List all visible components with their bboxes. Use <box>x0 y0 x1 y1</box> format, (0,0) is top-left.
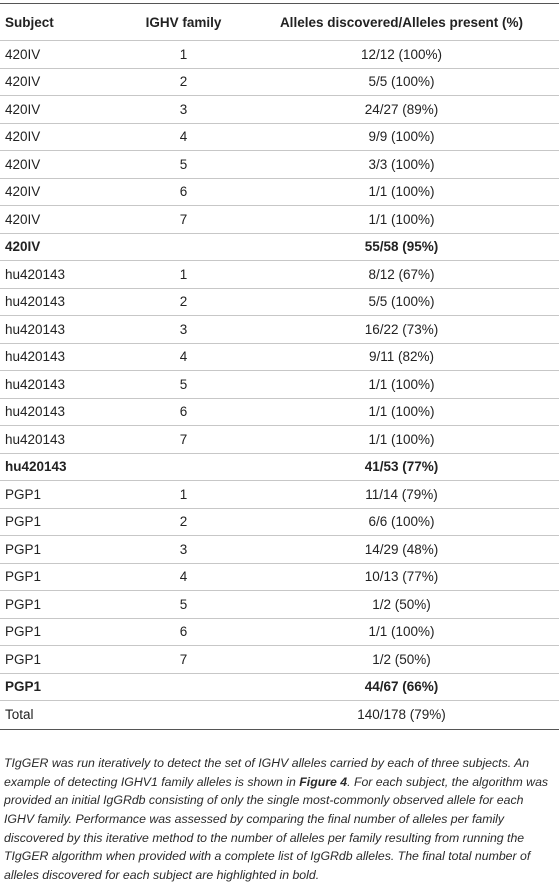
family-cell: 5 <box>123 151 244 179</box>
alleles-cell: 11/14 (79%) <box>244 481 559 509</box>
family-cell: 1 <box>123 261 244 289</box>
alleles-cell: 24/27 (89%) <box>244 96 559 124</box>
subject-cell: PGP1 <box>0 591 123 619</box>
caption-text-1: TIgGER was run iteratively to detect the set of IGHV alleles carried by each of three subjects. An example of detecting IGHV1 family alleles is shown in <box>4 756 530 789</box>
subject-cell: hu420143 <box>0 316 123 344</box>
bottom-rule <box>0 729 559 730</box>
family-cell: 2 <box>123 508 244 536</box>
alleles-cell: 1/1 (100%) <box>244 618 559 646</box>
family-cell: 3 <box>123 316 244 344</box>
alleles-cell: 5/5 (100%) <box>244 68 559 96</box>
family-cell <box>123 233 244 261</box>
alleles-cell: 1/1 (100%) <box>244 371 559 399</box>
table-row <box>0 536 559 564</box>
alleles-cell: 1/1 (100%) <box>244 206 559 234</box>
alleles-cell: 3/3 (100%) <box>244 151 559 179</box>
family-cell: 2 <box>123 288 244 316</box>
family-cell: 4 <box>123 123 244 151</box>
subject-cell: PGP1 <box>0 563 123 591</box>
subject-cell: 420IV <box>0 233 123 261</box>
table-caption <box>4 754 556 884</box>
subject-cell: hu420143 <box>0 426 123 454</box>
alleles-cell: 9/11 (82%) <box>244 343 559 371</box>
family-cell: 4 <box>123 343 244 371</box>
table-row <box>0 178 559 206</box>
table-row <box>0 206 559 234</box>
subject-cell: hu420143 <box>0 398 123 426</box>
table-row <box>0 123 559 151</box>
family-cell: 1 <box>123 481 244 509</box>
subject-cell: hu420143 <box>0 288 123 316</box>
table-row <box>0 426 559 454</box>
caption-text-2: . For each subject, the algorithm was provided an initial IgGRdb consisting of only the single most-commonly observed allele for each IGHV family. Performance was assessed by comparing the final number of alleles per family discovered by this iterative method to the number of alleles per family resulting from running the TIgGER algorithm when provided with a complete list of IgGRdb alleles. The final total number of alleles discovered for each subject are highlighted in bold. <box>4 774 549 882</box>
table-row <box>0 398 559 426</box>
subject-cell: hu420143 <box>0 343 123 371</box>
alleles-cell: 14/29 (48%) <box>244 536 559 564</box>
table-row <box>0 371 559 399</box>
alleles-cell: 44/67 (66%) <box>244 673 559 701</box>
table-row <box>0 41 559 69</box>
table-row <box>0 96 559 124</box>
header-ighv-family: IGHV family <box>145 14 222 30</box>
table-row <box>0 563 559 591</box>
header-alleles: Alleles discovered/Alleles present (%) <box>279 14 524 30</box>
subject-cell: PGP1 <box>0 673 123 701</box>
family-cell: 3 <box>123 536 244 564</box>
subject-cell: Total <box>0 701 123 728</box>
family-cell: 6 <box>123 618 244 646</box>
alleles-cell: 10/13 (77%) <box>244 563 559 591</box>
family-cell: 7 <box>123 646 244 674</box>
subject-cell: hu420143 <box>0 453 123 481</box>
subject-cell: hu420143 <box>0 371 123 399</box>
alleles-cell: 6/6 (100%) <box>244 508 559 536</box>
table-row <box>0 233 559 261</box>
alleles-cell: 41/53 (77%) <box>244 453 559 481</box>
family-cell <box>123 453 244 481</box>
family-cell: 6 <box>123 398 244 426</box>
table-body <box>0 41 559 728</box>
table-row <box>0 508 559 536</box>
alleles-cell: 140/178 (79%) <box>244 701 559 728</box>
family-cell <box>123 701 244 728</box>
alleles-cell: 5/5 (100%) <box>244 288 559 316</box>
table-row <box>0 453 559 481</box>
family-cell <box>123 673 244 701</box>
alleles-cell: 1/2 (50%) <box>244 646 559 674</box>
table-row <box>0 68 559 96</box>
family-cell: 6 <box>123 178 244 206</box>
subject-cell: 420IV <box>0 178 123 206</box>
subject-cell: PGP1 <box>0 508 123 536</box>
subject-cell: 420IV <box>0 96 123 124</box>
table-row <box>0 618 559 646</box>
alleles-cell: 8/12 (67%) <box>244 261 559 289</box>
header-subject: Subject <box>5 14 54 30</box>
family-cell: 7 <box>123 206 244 234</box>
alleles-cell: 1/1 (100%) <box>244 426 559 454</box>
alleles-cell: 16/22 (73%) <box>244 316 559 344</box>
alleles-cell: 1/1 (100%) <box>244 398 559 426</box>
alleles-cell: 12/12 (100%) <box>244 41 559 69</box>
subject-cell: PGP1 <box>0 618 123 646</box>
table-row <box>0 701 559 728</box>
header-row <box>0 4 559 41</box>
family-cell: 7 <box>123 426 244 454</box>
alleles-cell: 55/58 (95%) <box>244 233 559 261</box>
family-cell: 2 <box>123 68 244 96</box>
table-row <box>0 343 559 371</box>
subject-cell: 420IV <box>0 151 123 179</box>
table-row <box>0 316 559 344</box>
table-row <box>0 673 559 701</box>
subject-cell: 420IV <box>0 41 123 69</box>
table-row <box>0 261 559 289</box>
alleles-cell: 9/9 (100%) <box>244 123 559 151</box>
subject-cell: 420IV <box>0 206 123 234</box>
subject-cell: hu420143 <box>0 261 123 289</box>
table-row <box>0 591 559 619</box>
subject-cell: PGP1 <box>0 646 123 674</box>
subject-cell: PGP1 <box>0 481 123 509</box>
family-cell: 1 <box>123 41 244 69</box>
table-row <box>0 288 559 316</box>
family-cell: 3 <box>123 96 244 124</box>
table-row <box>0 151 559 179</box>
subject-cell: PGP1 <box>0 536 123 564</box>
figure-reference: Figure 4 <box>299 774 348 789</box>
family-cell: 5 <box>123 371 244 399</box>
alleles-table <box>0 4 559 728</box>
alleles-cell: 1/1 (100%) <box>244 178 559 206</box>
table-row <box>0 481 559 509</box>
subject-cell: 420IV <box>0 68 123 96</box>
table-row <box>0 646 559 674</box>
family-cell: 5 <box>123 591 244 619</box>
family-cell: 4 <box>123 563 244 591</box>
alleles-cell: 1/2 (50%) <box>244 591 559 619</box>
subject-cell: 420IV <box>0 123 123 151</box>
